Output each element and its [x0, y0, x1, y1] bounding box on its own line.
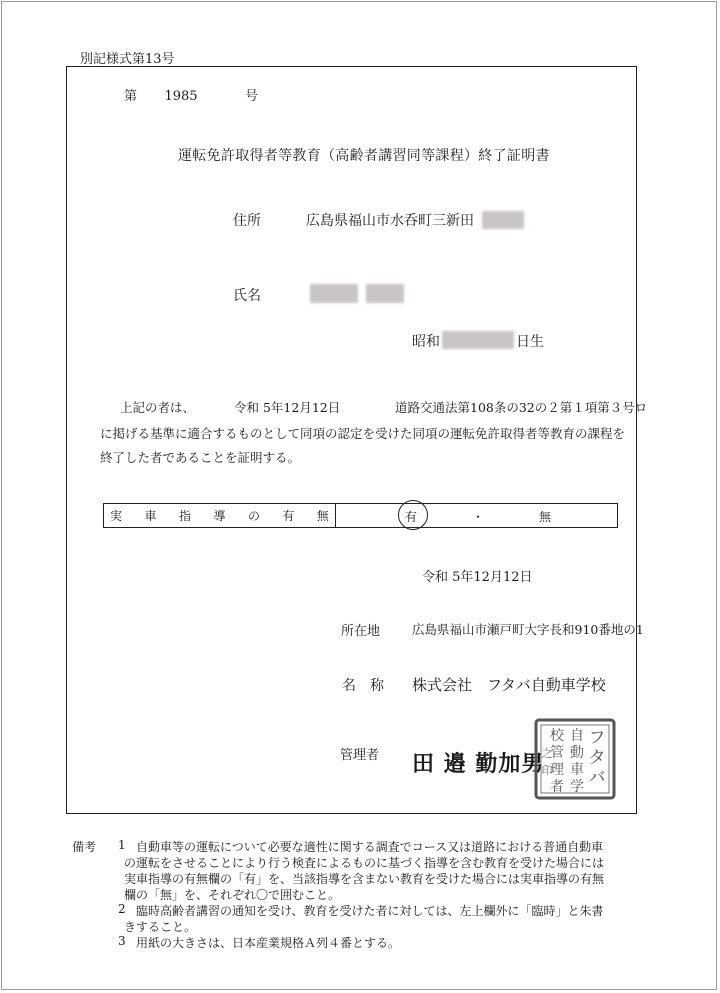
name-label: 氏名 [233, 288, 261, 304]
location-value: 広島県福山市瀬戸町大字長和910番地の1 [412, 622, 644, 637]
certificate-number [124, 85, 258, 104]
option-yes: 有 [405, 510, 418, 524]
practical-guidance-options [336, 504, 617, 527]
note-1-number: 1 [118, 838, 126, 852]
body-line2: に掲げる基準に適合するものとして同項の認定を受けた同項の運転免許取得者等教育の課程を [100, 426, 626, 441]
manager-label: 管理者 [340, 748, 380, 763]
seal-char: タ [588, 748, 606, 768]
seal-char: 学 [570, 779, 584, 795]
option-no: 無 [539, 510, 552, 524]
certificate-title: 運転免許取得者等教育（高齢者講習同等課程）終了証明書 [178, 148, 550, 164]
seal-char: 自 [570, 728, 584, 744]
manager-name: 田 邉 勤加男 [412, 751, 545, 777]
seal-char: 印 [541, 764, 553, 777]
address-value: 広島県福山市水呑町三新田 [306, 213, 474, 229]
birth-suffix: 日生 [516, 334, 544, 350]
company-label: 名 称 [342, 678, 384, 694]
seal-char: 動 [570, 745, 584, 761]
note-1-line: 欄の「無」を、それぞれ〇で囲むこと。 [124, 888, 341, 902]
seal-char: 管 [550, 745, 564, 761]
form-number: 別記様式第13号 [80, 52, 175, 67]
certificate-number-prefix: 第 [124, 89, 138, 104]
company-seal [533, 717, 617, 801]
seal-char: 校 [550, 728, 564, 744]
seal-char: 車 [570, 762, 584, 778]
note-3-line: 用紙の大きさは、日本産業規格Ａ列４番とする。 [136, 936, 401, 950]
redacted-birth-date [442, 331, 514, 349]
body-line3: 終了した者であることを証明する。 [100, 450, 301, 465]
label-char: 無 [316, 509, 329, 523]
redacted-surname [310, 284, 358, 303]
note-2-line: きすること。 [124, 920, 197, 934]
note-1-line: 自動車等の運転について必要な適性に関する調査でコース又は道路における普通自動車 [136, 840, 604, 854]
birth-era: 昭和 [412, 334, 440, 350]
seal-char: バ [588, 768, 606, 788]
practical-guidance-label [104, 504, 336, 527]
redacted-address [482, 211, 524, 229]
note-2-line: 臨時高齢者講習の通知を受け、教育を受けた者に対しては、左上欄外に「臨時」と朱書 [136, 904, 604, 918]
seal-char: 理 [550, 762, 564, 778]
redacted-given-name [366, 284, 404, 303]
address-label: 住所 [233, 213, 261, 229]
note-3-number: 3 [118, 934, 126, 948]
note-1-line: の運転をさせることにより行う検査によるものに基づく指導を含む教育を受けた場合には [124, 856, 605, 870]
label-char: 車 [144, 509, 157, 523]
option-separator: ・ [472, 510, 485, 524]
note-1-line: 実車指導の有無欄の「有」を、当該指導を含まない教育を受けた場合には実車指導の有無 [124, 872, 605, 886]
certificate-number-value: 1985 [164, 89, 198, 104]
practical-guidance-table [103, 503, 618, 528]
note-2-number: 2 [118, 902, 126, 916]
issue-date: 令和 5年12月12日 [422, 570, 533, 585]
label-char: 指 [178, 509, 191, 523]
label-char: 導 [213, 509, 226, 523]
notes-heading: 備考 [72, 840, 97, 854]
seal-char: フ [588, 728, 606, 748]
seal-char: 之 [541, 747, 553, 760]
label-char: の [247, 509, 260, 523]
label-char: 有 [282, 509, 295, 523]
seal-char: 者 [550, 779, 564, 795]
location-label: 所在地 [341, 624, 381, 639]
body-line1-law: 道路交通法第108条の32の２第１項第３号ロ [395, 400, 648, 415]
company-value: 株式会社 フタバ自動車学校 [412, 676, 606, 694]
certificate-number-suffix: 号 [245, 89, 259, 104]
label-char: 実 [110, 509, 123, 523]
body-line1-date: 令和 5年12月12日 [234, 400, 341, 415]
body-line1-lead: 上記の者は、 [120, 400, 196, 415]
